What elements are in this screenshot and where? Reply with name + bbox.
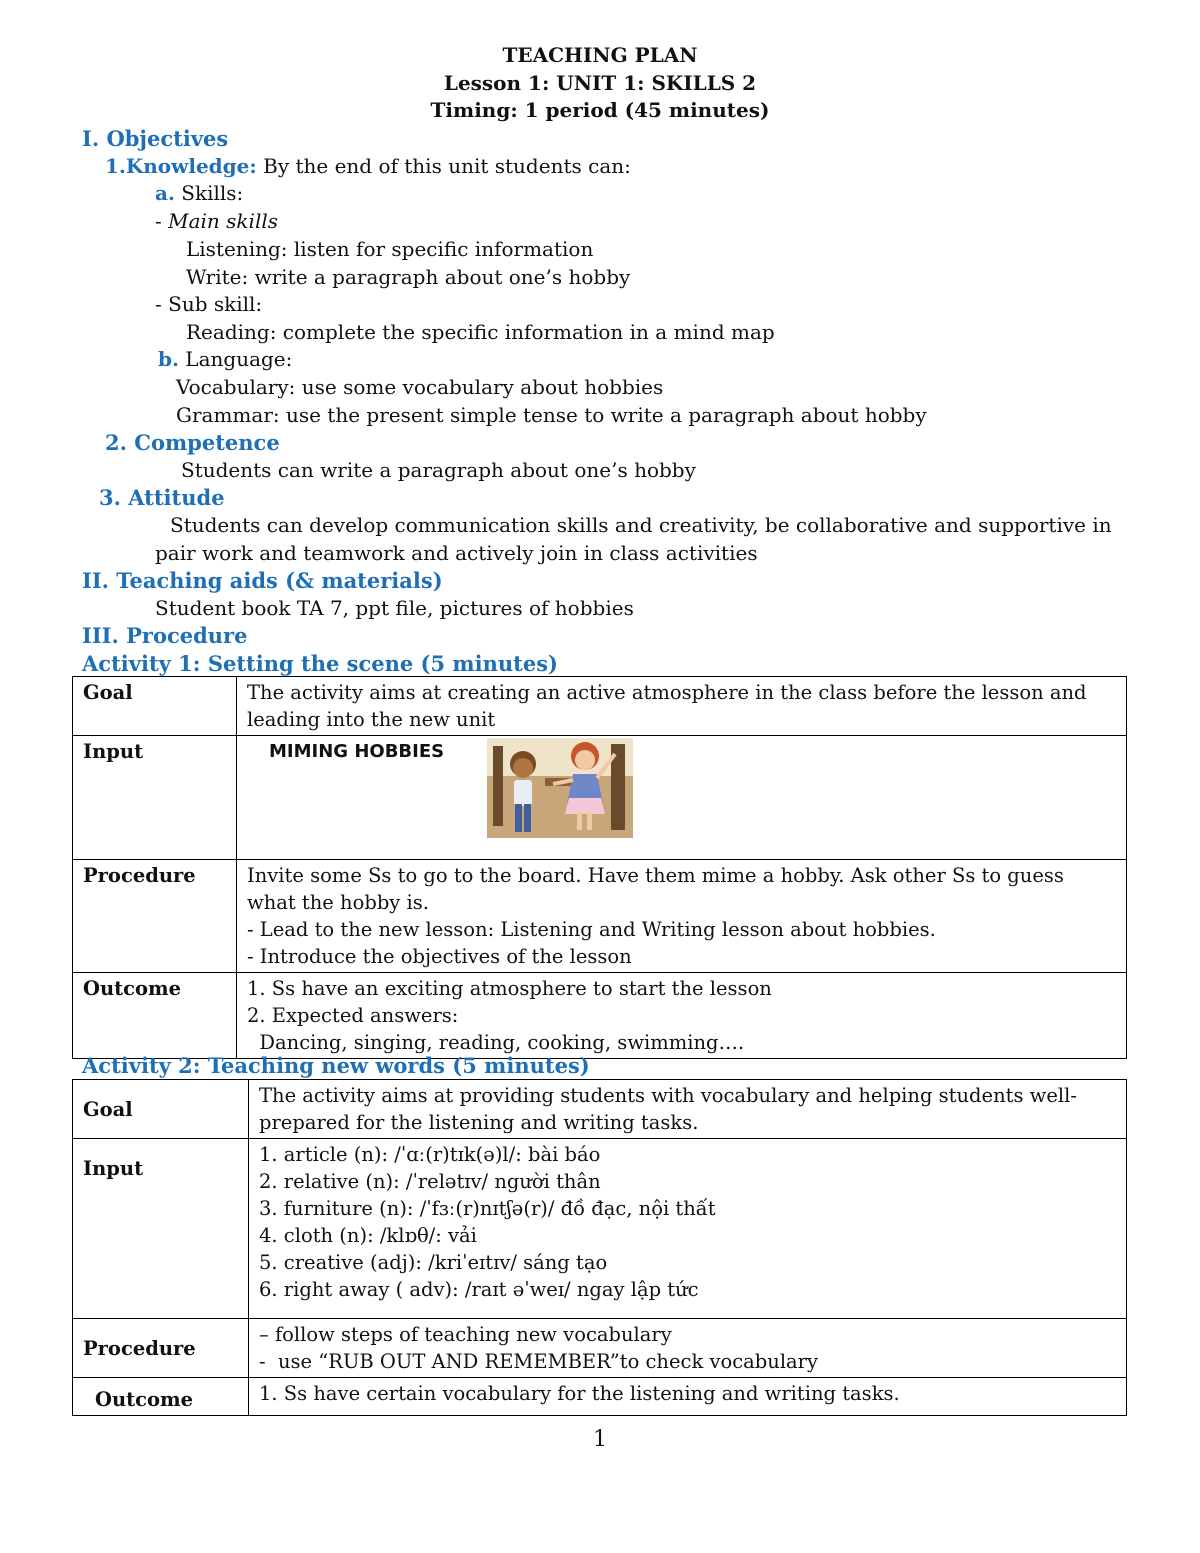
goal-text-line: The activity aims at creating an active atmosphere in the class before the lesson and xyxy=(247,681,1087,704)
language-line xyxy=(158,346,292,373)
attitude-text-line2: pair work and teamwork and actively join in class activities xyxy=(155,541,758,565)
outcome-text-line: 1. Ss have certain vocabulary for the listening and writing tasks. xyxy=(259,1382,900,1405)
vocabulary-item: 5. creative (adj): /kriˈeɪtɪv/ sáng tạo xyxy=(259,1251,608,1274)
procedure-text-line: - use “RUB OUT AND REMEMBER”to check vocabulary xyxy=(259,1350,819,1373)
skills-letter: a. xyxy=(155,181,175,205)
goal-cell xyxy=(249,1080,1127,1139)
procedure-label: Procedure xyxy=(73,860,237,973)
input-label: Input xyxy=(73,736,237,860)
vocabulary-item: 1. article (n): /ˈɑː(r)tɪk(ə)l/: bài báo xyxy=(259,1143,601,1166)
outcome-cell xyxy=(249,1378,1127,1416)
main-skills-dash: - xyxy=(155,209,169,233)
sub-skill-label: - Sub skill: xyxy=(155,292,263,316)
teaching-aids-text: Student book TA 7, ppt file, pictures of hobbies xyxy=(155,596,634,620)
miming-hobbies-label: MIMING HOBBIES xyxy=(269,741,445,762)
vocabulary-list xyxy=(249,1139,1127,1319)
attitude-heading: 3. Attitude xyxy=(99,485,225,510)
competence-text: Students can write a paragraph about one’s hobby xyxy=(181,458,696,482)
reading-objective: Reading: complete the specific information in a mind map xyxy=(186,320,775,344)
procedure-cell xyxy=(249,1319,1127,1378)
vocabulary-item: 3. furniture (n): /ˈfɜː(r)nɪtʃə(r)/ đồ đạc, nội thất xyxy=(259,1197,716,1220)
main-skills-line xyxy=(155,208,278,235)
knowledge-label: 1.Knowledge: xyxy=(105,154,257,178)
language-label: Language: xyxy=(178,347,293,371)
lesson-title: Lesson 1: UNIT 1: SKILLS 2 xyxy=(443,71,757,95)
procedure-cell xyxy=(237,860,1127,973)
procedure-text-line: Invite some Ss to go to the board. Have them mime a hobby. Ask other Ss to guess xyxy=(247,864,1064,887)
activity2-procedure-row xyxy=(73,1319,1127,1378)
goal-label: Goal xyxy=(73,677,237,736)
activity2-input-row xyxy=(73,1139,1127,1319)
outcome-label: Outcome xyxy=(73,1378,249,1416)
write-objective: Write: write a paragraph about one’s hobby xyxy=(186,265,631,289)
document-title: TEACHING PLAN xyxy=(502,43,698,67)
input-cell xyxy=(237,736,1127,860)
activity2-table xyxy=(72,1079,1127,1416)
vocabulary-item: 4. cloth (n): /klɒθ/: vải xyxy=(259,1224,477,1247)
miming-hobbies-illustration xyxy=(487,738,633,838)
activity1-heading: Activity 1: Setting the scene (5 minutes) xyxy=(82,651,558,676)
goal-text-line: The activity aims at providing students with vocabulary and helping students well- xyxy=(259,1084,1077,1107)
activity1-goal-row xyxy=(73,677,1127,736)
activity2-outcome-row xyxy=(73,1378,1127,1416)
input-label: Input xyxy=(73,1139,249,1319)
vocabulary-item: 6. right away ( adv): /raɪt əˈweɪ/ ngay lập tức xyxy=(259,1278,699,1301)
teaching-aids-heading: II. Teaching aids (& materials) xyxy=(82,568,443,593)
skills-label: Skills: xyxy=(174,181,244,205)
procedure-text-line: what the hobby is. xyxy=(247,891,429,914)
grammar-objective: Grammar: use the present simple tense to write a paragraph about hobby xyxy=(176,403,927,427)
page-number: 1 xyxy=(593,1427,607,1452)
procedure-heading: III. Procedure xyxy=(82,623,248,648)
procedure-text-line: - Lead to the new lesson: Listening and Writing lesson about hobbies. xyxy=(247,918,936,941)
listening-objective: Listening: listen for specific information xyxy=(186,237,594,261)
activity1-outcome-row xyxy=(73,973,1127,1059)
goal-cell xyxy=(237,677,1127,736)
language-letter: b. xyxy=(158,347,179,371)
procedure-text-line: - Introduce the objectives of the lesson xyxy=(247,945,632,968)
vocabulary-objective: Vocabulary: use some vocabulary about hobbies xyxy=(176,375,664,399)
competence-heading: 2. Competence xyxy=(105,430,280,455)
vocabulary-item: 2. relative (n): /ˈrelətɪv/ người thân xyxy=(259,1170,601,1193)
activity2-goal-row xyxy=(73,1080,1127,1139)
outcome-label: Outcome xyxy=(73,973,237,1059)
outcome-cell xyxy=(237,973,1127,1059)
outcome-text-line: 2. Expected answers: xyxy=(247,1004,459,1027)
main-skills-label: Main skills xyxy=(168,209,278,233)
knowledge-text: By the end of this unit students can: xyxy=(256,154,631,178)
skills-line xyxy=(155,180,243,207)
activity2-heading: Activity 2: Teaching new words (5 minutes) xyxy=(82,1053,590,1078)
outcome-text-line: Dancing, singing, reading, cooking, swimming…. xyxy=(247,1031,745,1054)
activity1-table xyxy=(72,676,1127,1059)
activity1-procedure-row xyxy=(73,860,1127,973)
attitude-text-line1: Students can develop communication skills and creativity, be collaborative and supportive in xyxy=(170,513,1112,537)
goal-text-line: prepared for the listening and writing tasks. xyxy=(259,1111,699,1134)
procedure-text-line: – follow steps of teaching new vocabulary xyxy=(259,1323,672,1346)
activity1-input-row xyxy=(73,736,1127,860)
outcome-text-line: 1. Ss have an exciting atmosphere to start the lesson xyxy=(247,977,772,1000)
goal-text-line: leading into the new unit xyxy=(247,708,496,731)
knowledge-line xyxy=(105,153,631,180)
timing-line: Timing: 1 period (45 minutes) xyxy=(430,98,770,122)
goal-label: Goal xyxy=(73,1080,249,1139)
objectives-heading: I. Objectives xyxy=(82,126,229,151)
procedure-label: Procedure xyxy=(73,1319,249,1378)
